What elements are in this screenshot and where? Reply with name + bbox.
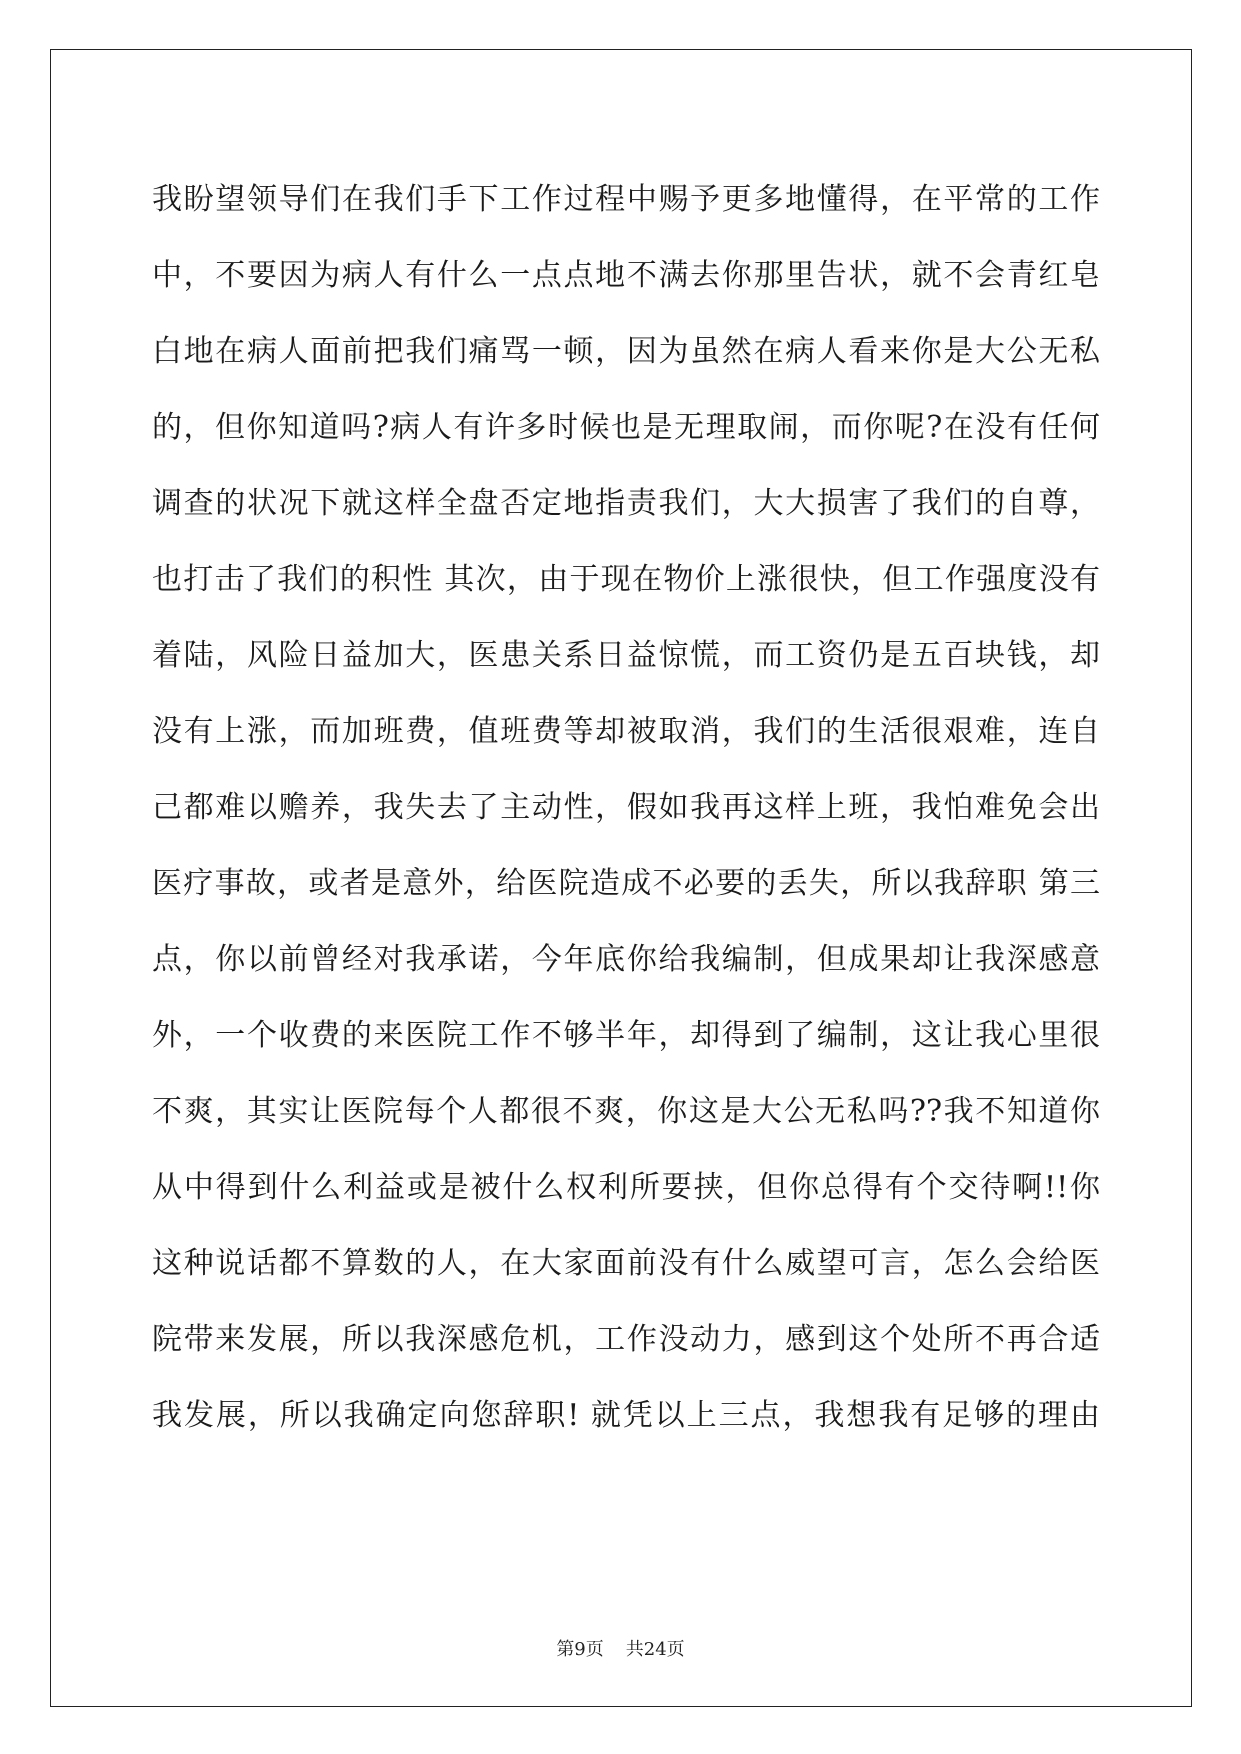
- text-line: 中，不要因为病人有什么一点点地不满去你那里告状，就不会青红皂: [152, 258, 1100, 293]
- text-line: 医疗事故，或者是意外，给医院造成不必要的丢失，所以我辞职 第三: [152, 866, 1100, 901]
- text-line: 不爽，其实让医院每个人都很不爽，你这是大公无私吗??我不知道你: [152, 1094, 1100, 1129]
- document-body: [152, 162, 1100, 1454]
- text-line: 我发展，所以我确定向您辞职! 就凭以上三点，我想我有足够的理由: [152, 1398, 1100, 1433]
- text-line: 调查的状况下就这样全盘否定地指责我们，大大损害了我们的自尊，: [152, 486, 1100, 521]
- page-number-total: 共24页: [625, 1639, 685, 1660]
- text-line: 着陆，风险日益加大，医患关系日益惊慌，而工资仍是五百块钱，却: [152, 638, 1100, 673]
- page-number-current: 第9页: [556, 1639, 604, 1660]
- text-line: 外，一个收费的来医院工作不够半年，却得到了编制，这让我心里很: [152, 1018, 1100, 1053]
- page-footer: [0, 1635, 1241, 1661]
- text-line: 没有上涨，而加班费，值班费等却被取消，我们的生活很艰难，连自: [152, 714, 1100, 749]
- text-line: 点，你以前曾经对我承诺，今年底你给我编制，但成果却让我深感意: [152, 942, 1100, 977]
- text-line: 白地在病人面前把我们痛骂一顿，因为虽然在病人看来你是大公无私: [152, 334, 1100, 369]
- text-line: 这种说话都不算数的人，在大家面前没有什么威望可言，怎么会给医: [152, 1246, 1100, 1281]
- text-line: 也打击了我们的积性 其次，由于现在物价上涨很快，但工作强度没有: [152, 562, 1100, 597]
- text-line: 己都难以赡养，我失去了主动性，假如我再这样上班，我怕难免会出: [152, 790, 1100, 825]
- text-line: 从中得到什么利益或是被什么权利所要挟，但你总得有个交待啊!!你: [152, 1170, 1100, 1205]
- text-line: 我盼望领导们在我们手下工作过程中赐予更多地懂得，在平常的工作: [152, 182, 1100, 217]
- text-line: 院带来发展，所以我深感危机，工作没动力，感到这个处所不再合适: [152, 1322, 1100, 1357]
- text-line: 的，但你知道吗?病人有许多时候也是无理取闹，而你呢?在没有任何: [152, 410, 1100, 445]
